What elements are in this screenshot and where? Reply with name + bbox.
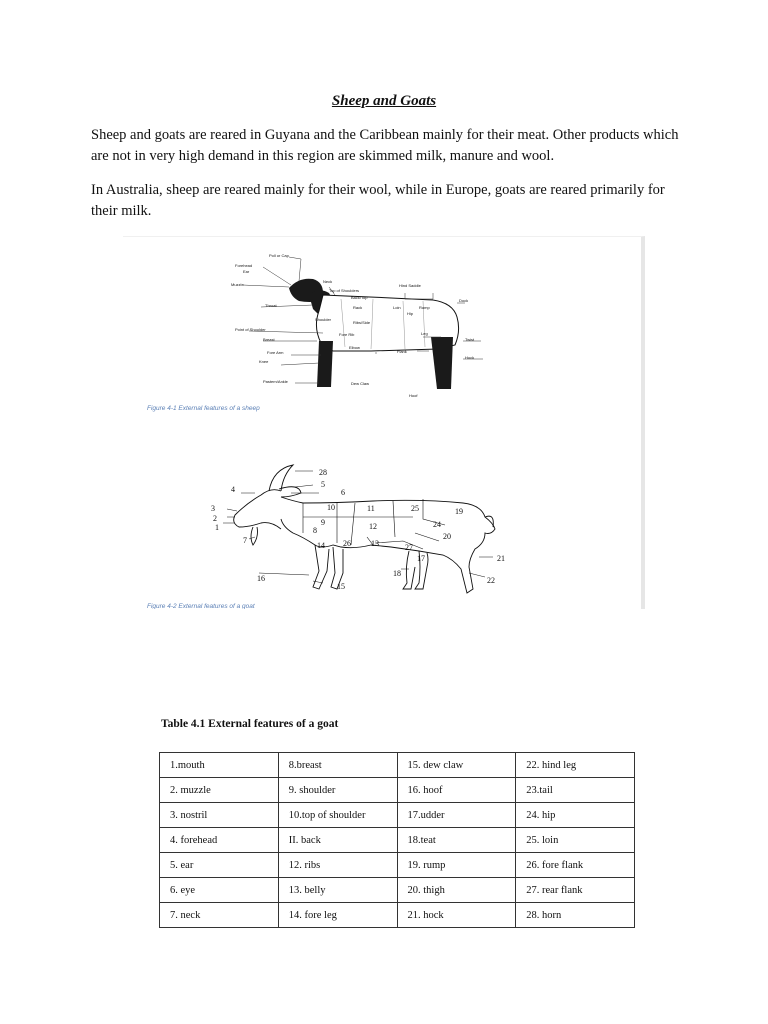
table-cell: 4. forehead xyxy=(160,828,279,853)
sheep-label-dock: Dock xyxy=(459,298,469,303)
table-row xyxy=(160,828,635,853)
table-cell: 5. ear xyxy=(160,853,279,878)
table-cell: 27. rear flank xyxy=(516,878,635,903)
sheep-label-ear: Ear xyxy=(243,269,250,274)
goat-num-18: 18 xyxy=(393,569,401,578)
goat-num-10: 10 xyxy=(327,503,335,512)
goat-num-12: 12 xyxy=(369,522,377,531)
sheep-label-leg: Leg xyxy=(421,331,428,336)
table-cell: 1.mouth xyxy=(160,753,279,778)
sheep-label-fore-arm: Fore Arm xyxy=(267,350,284,355)
goat-num-16: 16 xyxy=(257,574,265,583)
sheep-label-loin: Loin xyxy=(393,305,401,310)
sheep-label-hock: Hock xyxy=(465,355,475,360)
table-cell: 12. ribs xyxy=(278,853,397,878)
sheep-label-dew-claw: Dew Claw xyxy=(351,381,370,386)
sheep-label-muzzle: Muzzle xyxy=(231,282,244,287)
goat-num-20: 20 xyxy=(443,532,451,541)
goat-features-table xyxy=(159,752,635,928)
table-cell: 22. hind leg xyxy=(516,753,635,778)
goat-num-11: 11 xyxy=(367,504,375,513)
table-cell: 23.tail xyxy=(516,778,635,803)
table-cell: 25. loin xyxy=(516,828,635,853)
goat-hind-leg-1 xyxy=(403,551,415,589)
sheep-label-knee: Knee xyxy=(259,359,269,364)
table-row xyxy=(160,878,635,903)
goat-num-27: 27 xyxy=(405,543,413,552)
sheep-label-elbow: Elbow xyxy=(349,345,360,350)
goat-num-21: 21 xyxy=(497,554,505,563)
goat-num-22: 22 xyxy=(487,576,495,585)
table-cell: 10.top of shoulder xyxy=(278,803,397,828)
sheep-label-ribs-side: Ribs/Side xyxy=(353,320,371,325)
figure-panel xyxy=(123,236,645,609)
goat-num-26: 26 xyxy=(343,539,351,548)
table-cell: II. back xyxy=(278,828,397,853)
wool-milk-paragraph: In Australia, sheep are reared mainly for their wool, while in Europe, goats are reared primarily for their milk. xyxy=(91,182,665,219)
table-cell: 6. eye xyxy=(160,878,279,903)
goat-features-table-body xyxy=(160,753,635,928)
intro-paragraph: Sheep and goats are reared in Guyana and the Caribbean mainly for their meat. Other products which are not in very high demand in this region are skimmed milk, manure and wool. xyxy=(91,127,679,164)
goat-num-2: 2 xyxy=(213,514,217,523)
table-cell: 2. muzzle xyxy=(160,778,279,803)
table-cell: 9. shoulder xyxy=(278,778,397,803)
sheep-label-hip: Hip xyxy=(407,311,414,316)
table-row xyxy=(160,803,635,828)
table-caption: Table 4.1 External features of a goat xyxy=(161,718,339,730)
sheep-label-top-shoulders: Top of Shoulders xyxy=(329,288,360,293)
sheep-label-twist: Twist xyxy=(465,337,475,342)
sheep-figure-caption: Figure 4-1 External features of a sheep xyxy=(147,405,260,412)
sheep-label-poll: Poll or Cap xyxy=(269,253,289,258)
sheep-label-point-shoulder: Point of Shoulder xyxy=(235,327,266,332)
sheep-label-neck: Neck xyxy=(323,279,333,284)
goat-figure-caption: Figure 4-2 External features of a goat xyxy=(147,603,255,609)
goat-num-14: 14 xyxy=(317,541,325,550)
goat-num-4: 4 xyxy=(231,485,235,494)
table-cell: 18.teat xyxy=(397,828,516,853)
goat-num-19: 19 xyxy=(455,507,463,516)
table-cell: 14. fore leg xyxy=(278,903,397,928)
goat-num-15: 15 xyxy=(337,582,345,591)
sheep-front-leg xyxy=(317,341,333,387)
goat-num-25: 25 xyxy=(411,504,419,513)
sheep-label-throat: Throat xyxy=(265,303,277,308)
table-cell: 19. rump xyxy=(397,853,516,878)
table-cell: 28. horn xyxy=(516,903,635,928)
table-cell: 26. fore flank xyxy=(516,853,635,878)
goat-num-9: 9 xyxy=(321,518,325,527)
table-cell: 13. belly xyxy=(278,878,397,903)
goat-num-1: 1 xyxy=(215,523,219,532)
sheep-label-flank: Flank xyxy=(397,349,407,354)
sheep-label-back-top: Back/Top xyxy=(351,295,368,300)
goat-num-7: 7 xyxy=(243,536,247,545)
goat-num-6: 6 xyxy=(341,488,345,497)
table-cell: 3. nostril xyxy=(160,803,279,828)
goat-num-17: 17 xyxy=(417,554,425,563)
goat-num-24: 24 xyxy=(433,520,441,529)
table-row xyxy=(160,853,635,878)
sheep-label-rack: Rack xyxy=(353,305,363,310)
table-row xyxy=(160,778,635,803)
sheep-label-breast: Breast xyxy=(263,337,275,342)
table-row xyxy=(160,753,635,778)
sheep-goat-figures xyxy=(123,237,641,609)
goat-ear xyxy=(279,487,301,497)
goat-number-labels xyxy=(211,468,505,591)
sheep-hind-leg xyxy=(431,337,453,389)
sheep-label-shoulder: Shoulder xyxy=(315,317,332,322)
goat-num-28: 28 xyxy=(319,468,327,477)
sheep-label-hoof: Hoof xyxy=(409,393,418,398)
sheep-label-forehead: Forehead xyxy=(235,263,253,268)
table-cell: 17.udder xyxy=(397,803,516,828)
sheep-label-pastern: Pastern/Ankle xyxy=(263,379,288,384)
table-cell: 24. hip xyxy=(516,803,635,828)
sheep-diagram xyxy=(231,253,483,398)
goat-head xyxy=(234,490,281,529)
sheep-label-fore-rib: Fore Rib xyxy=(339,332,355,337)
sheep-label-rump: Rump xyxy=(419,305,430,310)
table-row xyxy=(160,903,635,928)
table-cell: 7. neck xyxy=(160,903,279,928)
table-cell: 8.breast xyxy=(278,753,397,778)
goat-num-3: 3 xyxy=(211,504,215,513)
page-title: Sheep and Goats xyxy=(331,93,437,109)
table-cell: 20. thigh xyxy=(397,878,516,903)
goat-num-5: 5 xyxy=(321,480,325,489)
table-cell: 16. hoof xyxy=(397,778,516,803)
table-cell: 15. dew claw xyxy=(397,753,516,778)
table-cell: 21. hock xyxy=(397,903,516,928)
goat-num-13: 13 xyxy=(371,539,379,548)
sheep-label-hind-saddle: Hind Saddle xyxy=(399,283,421,288)
goat-num-8: 8 xyxy=(313,526,317,535)
